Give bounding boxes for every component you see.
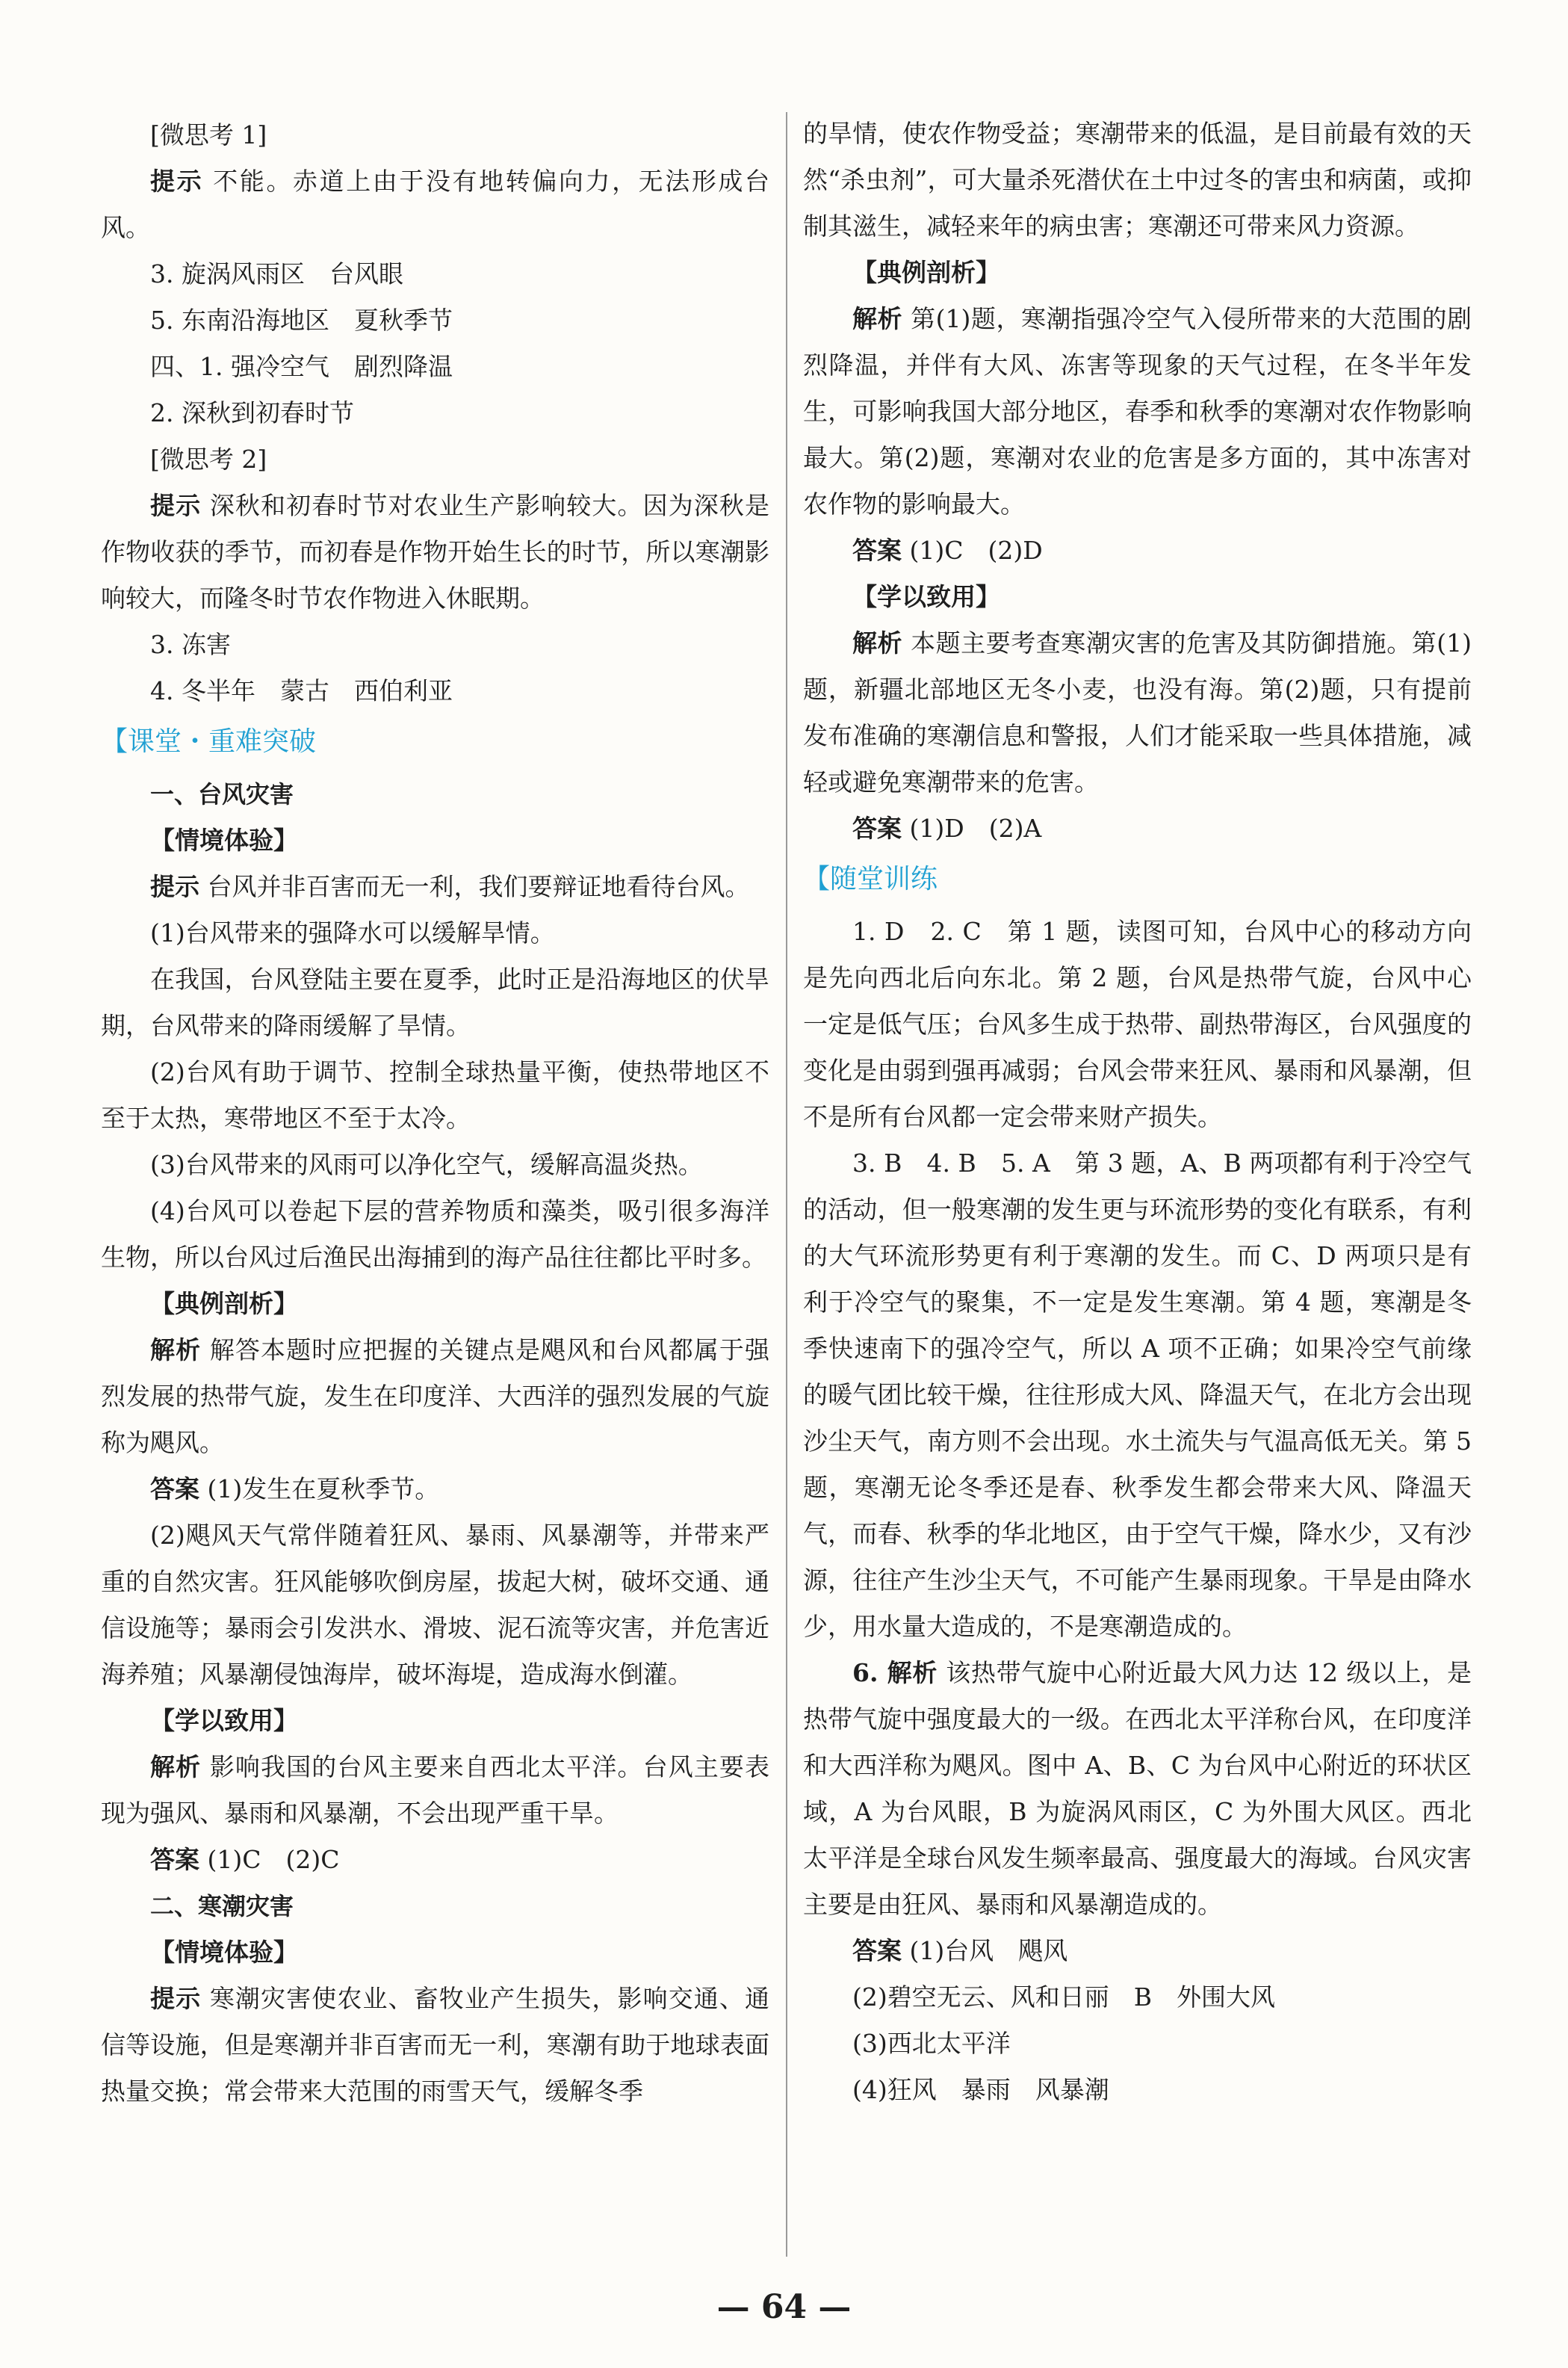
paragraph: [101, 956, 769, 1049]
paragraph-text: 3. 冻害: [150, 630, 231, 659]
section-heading: [101, 717, 769, 767]
paragraph-text: 的旱情，使农作物受益；寒潮带来的低温，是目前最有效的天然“杀虫剂”，可大量杀死潜伏在土中过冬的害虫和病菌，或抑制其滋生，减轻来年的病虫害；寒潮还可带来风力资源。: [803, 119, 1472, 241]
paragraph: [101, 910, 769, 956]
section-heading: [803, 855, 1472, 904]
paragraph: [101, 771, 769, 817]
paragraph: [803, 528, 1472, 574]
left-column: [101, 112, 769, 2115]
paragraph: [803, 620, 1472, 806]
paragraph: [101, 668, 769, 714]
paragraph-text: 1. D 2. C 第 1 题，读图可知，台风中心的移动方向是先向西北后向东北。第 2 题，台风是热带气旋，台风中心一定是低气压；台风多生成于热带、副热带海区，台风强度的变化是由弱到强再减弱；台风会带来狂风、暴雨和风暴潮，但不是所有台风都一定会带来财产损失。: [803, 917, 1472, 1131]
paragraph: [101, 251, 769, 297]
paragraph: [101, 158, 769, 251]
paragraph: [101, 1188, 769, 1281]
paragraph-text: 【课堂・重难突破: [101, 726, 317, 757]
paragraph-text: (1)发生在夏秋季节。: [199, 1474, 440, 1503]
paragraph: [101, 1142, 769, 1188]
paragraph-text: 四、1. 强冷空气 剧烈降温: [150, 352, 453, 381]
paragraph-text: 二、寒潮灾害: [150, 1892, 294, 1920]
paragraph-label: 6. 解析: [852, 1658, 938, 1687]
paragraph: [101, 1281, 769, 1327]
paragraph: [803, 909, 1472, 1140]
paragraph-text: (3)台风带来的风雨可以净化空气，缓解高温炎热。: [150, 1150, 703, 1179]
paragraph: [101, 483, 769, 622]
paragraph-label: 答案: [852, 814, 902, 843]
paragraph-text: 在我国，台风登陆主要在夏季，此时正是沿海地区的伏旱期，台风带来的降雨缓解了旱情。: [101, 965, 769, 1040]
paragraph: [101, 1744, 769, 1837]
paragraph-text: 3. B 4. B 5. A 第 3 题，A、B 两项都有利于冷空气的活动，但一般寒潮的发生更与环流形势的变化有联系，有利的大气环流形势更有利于寒潮的发生。而 C、D 两项只是有利于冷空气的聚集，不一定是发生寒潮。第 4 题，寒潮是冬季快速南下的强冷空气，所以 A 项不正确；如果冷空气前缘的暖气团比较干燥，往往形成大风、降温天气，在北方会出现沙尘天气，南方则不会出现。水土流失与气温高低无关。第 5 题，寒潮无论冬季还是春、秋季发生都会带来大风、降温天气，而春、秋季的华北地区，由于空气干燥，降水少，又有沙源，往往产生沙尘天气，不可能产生暴雨现象。干旱是由降水少，用水量大造成的，不是寒潮造成的。: [803, 1149, 1472, 1641]
paragraph-text: (1)C (2)C: [199, 1845, 340, 1874]
paragraph: [101, 112, 769, 158]
paragraph: [101, 1327, 769, 1466]
paragraph-text: [微思考 1]: [150, 120, 267, 149]
paragraph: [101, 1929, 769, 1976]
paragraph: [101, 344, 769, 390]
paragraph: [101, 297, 769, 344]
paragraph: [101, 1883, 769, 1929]
paragraph-text: 【典例剖析】: [150, 1289, 298, 1318]
paragraph: [101, 864, 769, 910]
paragraph-label: 答案: [150, 1474, 199, 1503]
paragraph-text: 该热带气旋中心附近最大风力达 12 级以上，是热带气旋中强度最大的一级。在西北太平洋称台风，在印度洋和大西洋称为飓风。图中 A、B、C 为台风中心附近的环状区域，A 为台风眼，B 为旋涡风雨区，C 为外围大风区。西北太平洋是全球台风发生频率最高、强度最大的海域。台风灾害主要是由狂风、暴雨和风暴潮造成的。: [803, 1658, 1472, 1919]
paragraph: [101, 1049, 769, 1142]
paragraph-label: 提示: [150, 167, 204, 196]
paragraph: [803, 111, 1472, 250]
page-number: — 64 —: [716, 2288, 852, 2326]
paragraph-text: 5. 东南沿海地区 夏秋季节: [150, 306, 453, 335]
paragraph-text: (4)狂风 暴雨 风暴潮: [852, 2075, 1109, 2104]
paragraph: [101, 1466, 769, 1512]
paragraph: [803, 1140, 1472, 1650]
paragraph: [803, 806, 1472, 852]
paragraph-text: (1)台风 飓风: [902, 1936, 1068, 1965]
paragraph-label: 解析: [150, 1752, 202, 1781]
paragraph-text: (4)台风可以卷起下层的营养物质和藻类，吸引很多海洋生物，所以台风过后渔民出海捕到的海产品往往都比平时多。: [101, 1196, 769, 1272]
paragraph-label: 答案: [852, 1936, 902, 1965]
paragraph-text: (1)C (2)D: [902, 536, 1043, 565]
paragraph-text: 第(1)题，寒潮指强冷空气入侵所带来的大范围的剧烈降温，并伴有大风、冻害等现象的天气过程，在冬半年发生，可影响我国大部分地区，春季和秋季的寒潮对农作物影响最大。第(2)题，寒潮对农业的危害是多方面的，其中冻害对农作物的影响最大。: [803, 304, 1472, 519]
paragraph-text: 【情境体验】: [150, 826, 298, 855]
paragraph-text: (3)西北太平洋: [852, 2029, 1011, 2058]
paragraph-text: 【情境体验】: [150, 1938, 298, 1967]
paragraph-text: 解答本题时应把握的关键点是飓风和台风都属于强烈发展的热带气旋，发生在印度洋、大西洋的强烈发展的气旋称为飓风。: [101, 1335, 770, 1457]
paragraph-text: [微思考 2]: [150, 445, 267, 474]
paragraph-label: 提示: [150, 1984, 202, 2013]
paragraph-text: 寒潮灾害使农业、畜牧业产生损失，影响交通、通信等设施，但是寒潮并非百害而无一利，寒潮有助于地球表面热量交换；常会带来大范围的雨雪天气，缓解冬季: [101, 1984, 770, 2106]
paragraph-text: 【典例剖析】: [852, 258, 1000, 287]
paragraph: [101, 1512, 769, 1698]
paragraph-text: (2)碧空无云、风和日丽 B 外围大风: [852, 1982, 1275, 2012]
paragraph: [803, 1974, 1472, 2021]
paragraph: [101, 1976, 769, 2115]
paragraph: [101, 436, 769, 483]
paragraph-text: (2)台风有助于调节、控制全球热量平衡，使热带地区不至于太热，寒带地区不至于太冷。: [101, 1057, 769, 1133]
paragraph: [803, 574, 1472, 620]
paragraph-text: (1)D (2)A: [902, 814, 1042, 843]
paragraph: [803, 1650, 1472, 1928]
paragraph-text: 4. 冬半年 蒙古 西伯利亚: [150, 676, 453, 705]
paragraph: [101, 622, 769, 668]
paragraph-text: 本题主要考查寒潮灾害的危害及其防御措施。第(1)题，新疆北部地区无冬小麦，也没有海。第(2)题，只有提前发布准确的寒潮信息和警报，人们才能采取一些具体措施，减轻或避免寒潮带来的危害。: [803, 628, 1472, 797]
paragraph: [803, 1928, 1472, 1974]
paragraph-text: 3. 旋涡风雨区 台风眼: [150, 259, 403, 288]
paragraph-label: 解析: [852, 304, 903, 333]
paragraph-label: 提示: [150, 872, 199, 901]
paragraph-text: 深秋和初春时节对农业生产影响较大。因为深秋是作物收获的季节，而初春是作物开始生长的时节，所以寒潮影响较大，而隆冬时节农作物进入休眠期。: [101, 491, 770, 613]
paragraph: [101, 1837, 769, 1883]
paragraph: [101, 390, 769, 436]
paragraph-text: 不能。赤道上由于没有地转偏向力，无法形成台风。: [101, 167, 770, 242]
paragraph-label: 答案: [150, 1845, 199, 1874]
paragraph: [803, 2067, 1472, 2113]
paragraph-text: (2)飓风天气常伴随着狂风、暴雨、风暴潮等，并带来严重的自然灾害。狂风能够吹倒房屋，拔起大树，破坏交通、通信设施等；暴雨会引发洪水、滑坡、泥石流等灾害，并危害近海养殖；风暴潮侵蚀海岸，破坏海堤，造成海水倒灌。: [101, 1521, 769, 1689]
paragraph-text: (1)台风带来的强降水可以缓解旱情。: [150, 918, 555, 947]
paragraph-text: 影响我国的台风主要来自西北太平洋。台风主要表现为强风、暴雨和风暴潮，不会出现严重干旱。: [101, 1752, 770, 1828]
paragraph-text: 2. 深秋到初春时节: [150, 398, 354, 427]
paragraph: [101, 1698, 769, 1744]
paragraph-label: 解析: [852, 628, 903, 658]
paragraph: [803, 296, 1472, 528]
paragraph-label: 提示: [150, 491, 202, 520]
paragraph-label: 解析: [150, 1335, 202, 1364]
column-divider: [786, 112, 787, 2257]
paragraph-label: 答案: [852, 536, 902, 565]
paragraph: [803, 2021, 1472, 2067]
right-column: [803, 111, 1472, 2113]
paragraph: [101, 817, 769, 864]
paragraph: [803, 250, 1472, 296]
paragraph-text: 台风并非百害而无一利，我们要辩证地看待台风。: [199, 872, 750, 901]
paragraph-text: 【学以致用】: [852, 582, 1000, 611]
paragraph-text: 【学以致用】: [150, 1706, 298, 1735]
paragraph-text: 【随堂训练: [803, 864, 938, 894]
paragraph-text: 一、台风灾害: [150, 780, 294, 809]
